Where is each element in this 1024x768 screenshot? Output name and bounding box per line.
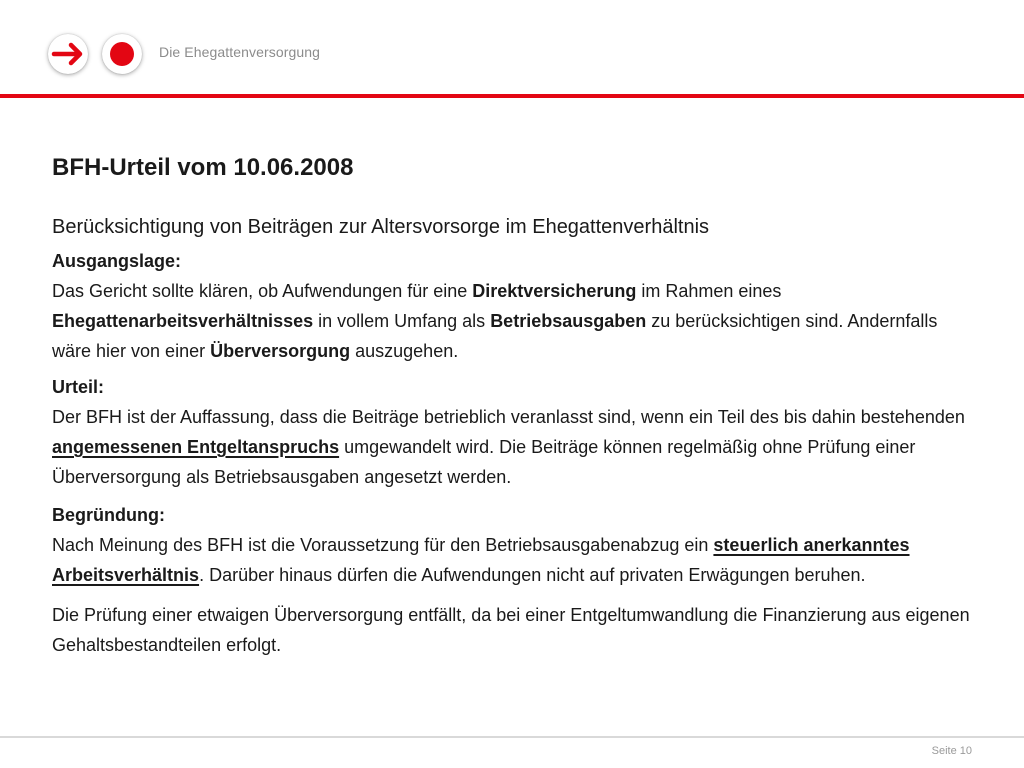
body-text: Das Gericht sollte klären, ob Aufwendungen für eine xyxy=(52,281,473,301)
body-text: Nach Meinung des BFH ist die Voraussetzung für den Betriebsausgabenabzug ein xyxy=(52,535,714,555)
body-text: zu berücksichtigen sind. Andernfalls wäre hier von einer xyxy=(52,311,938,361)
body-text: im Rahmen eines xyxy=(636,281,782,301)
body-text: . Darüber hinaus dürfen die Aufwendungen nicht auf privaten Erwägungen beruhen. xyxy=(199,565,866,585)
emphasis-text: Betriebsausgaben xyxy=(490,311,647,331)
footer-divider xyxy=(0,736,1024,738)
section-heading: Ausgangslage: xyxy=(52,251,182,271)
logo xyxy=(48,34,144,74)
page-number: Seite 10 xyxy=(931,745,972,757)
body-text: auszugehen. xyxy=(350,341,459,361)
section-schluss: Die Prüfung einer etwaigen Überversorgung entfällt, da bei einer Entgeltumwandlung die Finanzierung aus eigenen Gehaltsbestandteilen erfolgt. xyxy=(52,605,970,655)
emphasis-text: Direktversicherung xyxy=(472,281,637,301)
arrow-right-icon xyxy=(48,34,88,74)
section-heading: Urteil: xyxy=(52,377,105,397)
body-text: in vollem Umfang als xyxy=(313,311,491,331)
underlined-emphasis: steuerlich anerkanntes Arbeitsverhältnis xyxy=(52,535,910,585)
slide-header xyxy=(0,0,1024,100)
header-divider xyxy=(0,94,1024,98)
section-begruendung xyxy=(52,500,972,590)
red-dot-icon xyxy=(102,34,142,74)
body-text: umgewandelt wird. Die Beiträge können regelmäßig ohne Prüfung einer Überversorgung als Betriebsausgaben angesetzt werden. xyxy=(52,437,916,487)
emphasis-text: Überversorgung xyxy=(210,341,351,361)
section-ausgangslage xyxy=(52,246,972,366)
underlined-emphasis: angemessenen Entgeltanspruchs xyxy=(52,437,340,457)
emphasis-text: Ehegattenarbeitsverhältnisses xyxy=(52,311,314,331)
slide-content xyxy=(52,150,972,660)
body-text: Der BFH ist der Auffassung, dass die Beiträge betrieblich veranlasst sind, wenn ein Teil des bis dahin bestehenden xyxy=(52,407,965,427)
section-heading: Begründung: xyxy=(52,505,165,525)
section-urteil xyxy=(52,372,972,492)
breadcrumb: Die Ehegattenversorgung xyxy=(159,44,321,60)
page-title: BFH-Urteil vom 10.06.2008 xyxy=(52,154,354,181)
subtitle: Berücksichtigung von Beiträgen zur Altersvorsorge im Ehegattenverhältnis xyxy=(52,216,710,238)
